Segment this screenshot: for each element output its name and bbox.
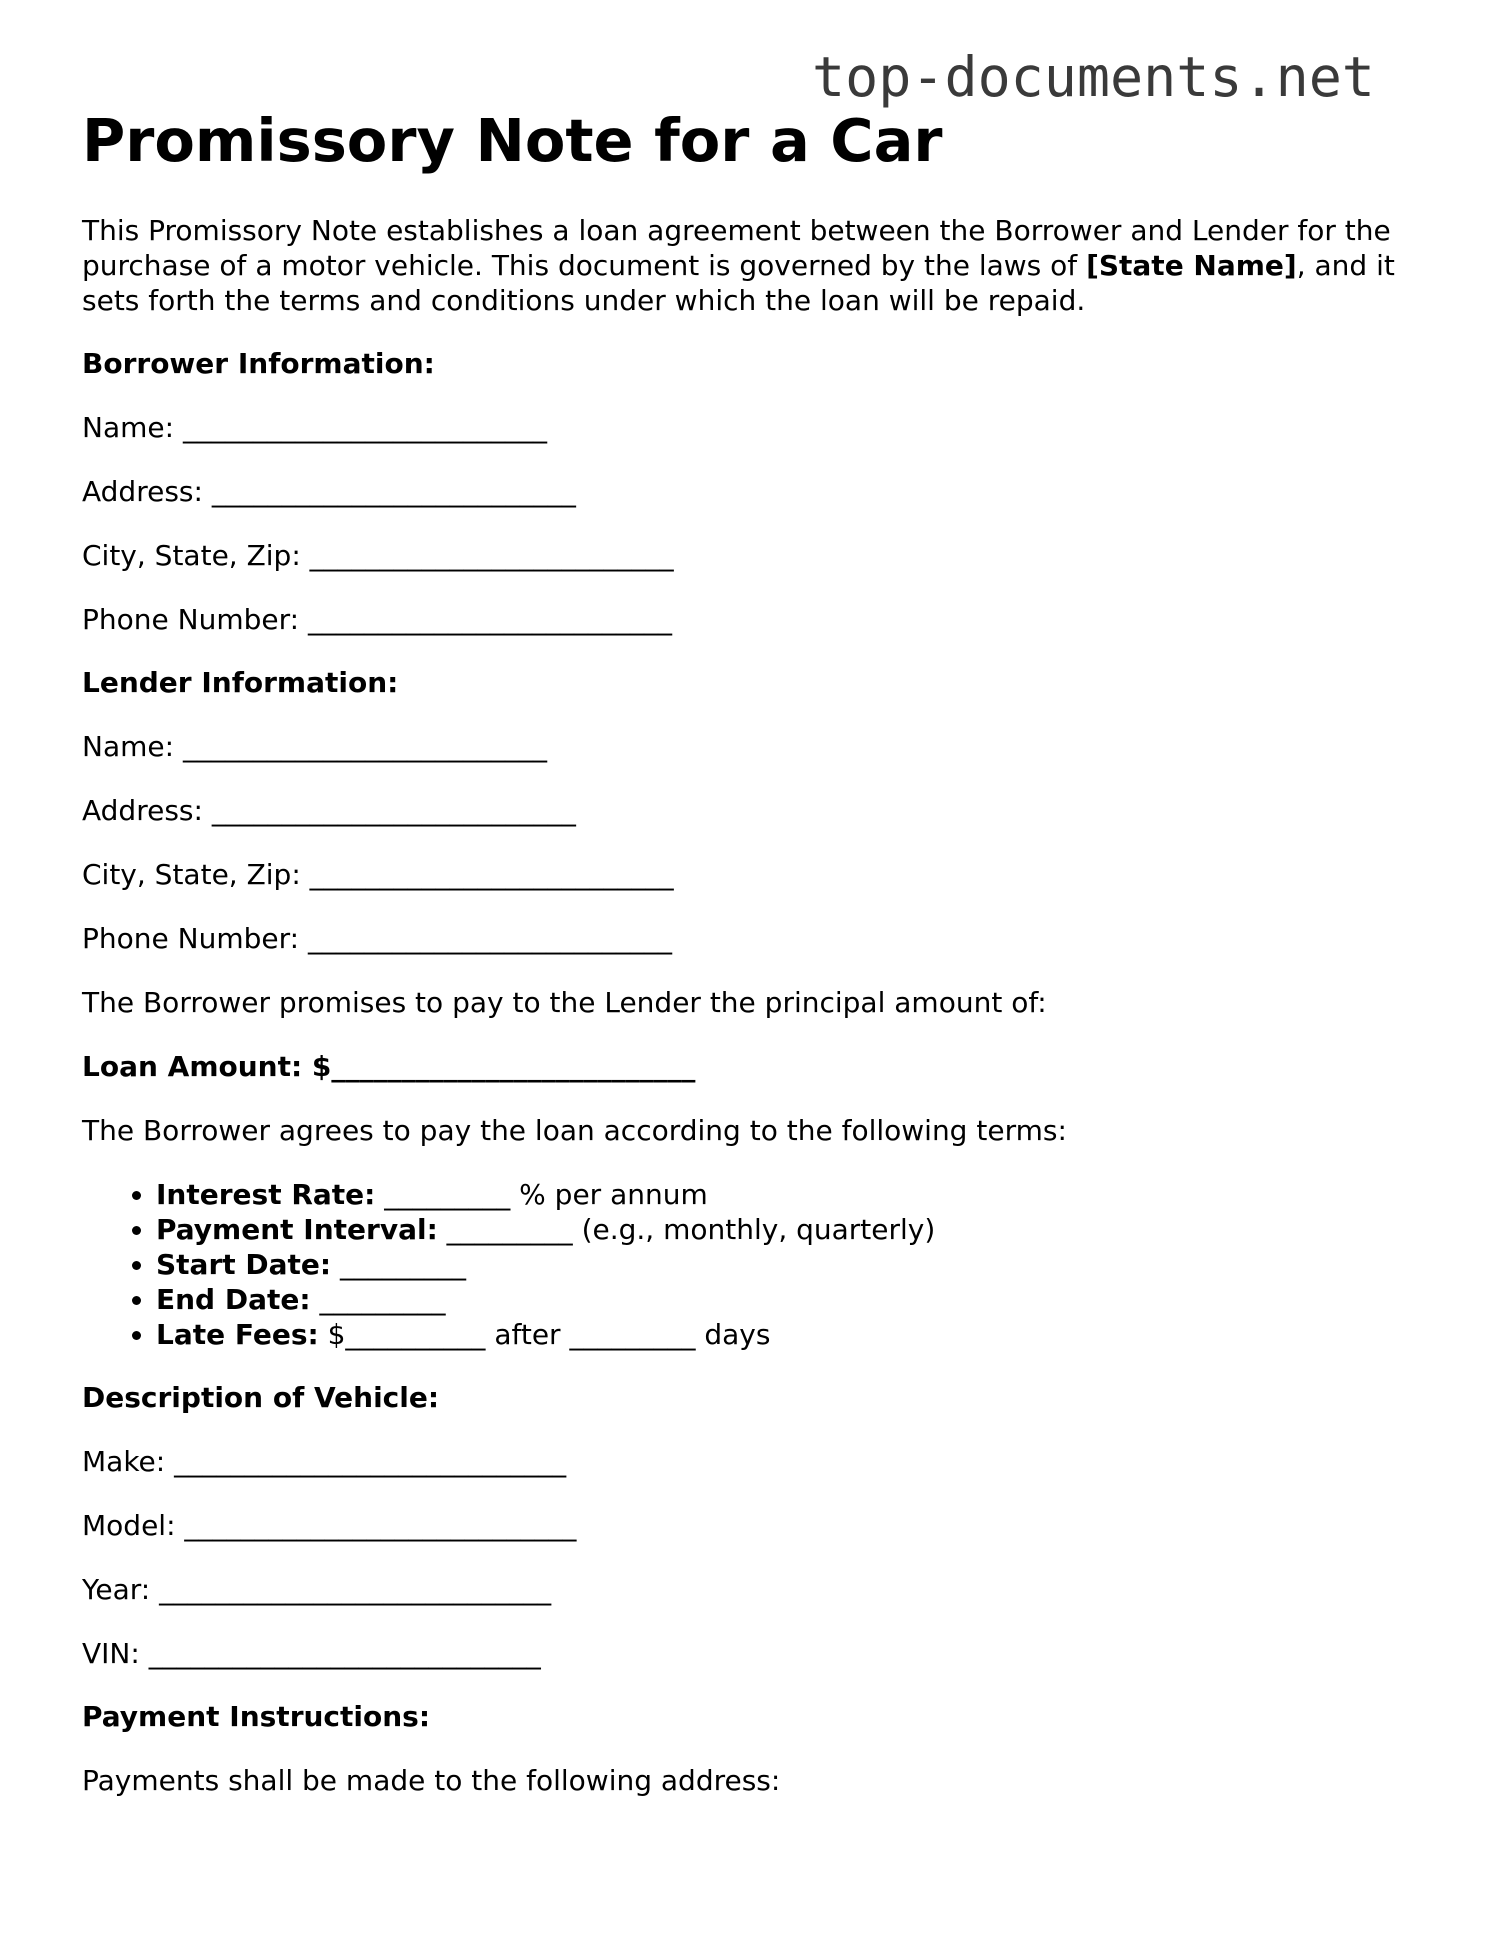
payment-interval-label: Payment Interval:	[156, 1213, 438, 1246]
field-label: Name:	[82, 730, 175, 763]
field-label: Phone Number:	[82, 603, 300, 636]
field-label: Address:	[82, 475, 203, 508]
borrower-name-field	[82, 410, 1422, 445]
document-page	[82, 104, 1422, 1798]
field-blank: __________________________	[309, 539, 674, 572]
field-label: Model:	[82, 1509, 176, 1542]
loan-amount-field	[82, 1049, 1422, 1084]
vehicle-model-field	[82, 1508, 1422, 1543]
list-item	[156, 1282, 1422, 1317]
field-label: City, State, Zip:	[82, 858, 301, 891]
payment-interval-text: _________ (e.g., monthly, quarterly)	[437, 1213, 936, 1246]
field-label: Address:	[82, 794, 203, 827]
field-blank: ____________________________	[159, 1573, 552, 1606]
list-item	[156, 1212, 1422, 1247]
end-date-text: _________	[310, 1283, 446, 1316]
late-fees-text: $__________ after _________ days	[318, 1318, 771, 1351]
site-watermark: top-documents.net	[812, 45, 1375, 109]
terms-list	[82, 1177, 1422, 1352]
lender-heading: Lender Information:	[82, 666, 399, 699]
loan-amount-label: Loan Amount: $	[82, 1050, 332, 1083]
intro-text-part2: , and it sets forth the terms and conditions under which the loan will be repaid.	[82, 249, 1395, 317]
intro-paragraph	[82, 213, 1422, 318]
list-item	[156, 1317, 1422, 1352]
vehicle-heading: Description of Vehicle:	[82, 1381, 440, 1414]
field-label: Make:	[82, 1445, 166, 1478]
principal-statement: The Borrower promises to pay to the Lender the principal amount of:	[82, 986, 1047, 1019]
end-date-label: End Date:	[156, 1283, 311, 1316]
intro-text-part1: This Promissory Note establishes a loan agreement between the Borrower and Lender for the purchase of a motor vehicle. This document is governed by the laws of	[82, 214, 1391, 282]
field-blank: ____________________________	[184, 1509, 577, 1542]
start-date-label: Start Date:	[156, 1248, 332, 1281]
field-blank: __________________________	[307, 603, 672, 636]
interest-rate-text: _________ % per annum	[375, 1178, 708, 1211]
start-date-text: _________	[331, 1248, 467, 1281]
borrower-city-state-zip-field	[82, 538, 1422, 573]
borrower-address-field	[82, 474, 1422, 509]
field-blank: __________________________	[307, 922, 672, 955]
list-item	[156, 1247, 1422, 1282]
lender-city-state-zip-field	[82, 857, 1422, 892]
lender-name-field	[82, 729, 1422, 764]
field-label: City, State, Zip:	[82, 539, 301, 572]
list-item	[156, 1177, 1422, 1212]
field-blank: __________________________	[182, 411, 547, 444]
field-label: Year:	[82, 1573, 151, 1606]
field-blank: ____________________________	[174, 1445, 567, 1478]
vehicle-vin-field	[82, 1636, 1422, 1671]
field-blank: __________________________	[182, 730, 547, 763]
vehicle-make-field	[82, 1444, 1422, 1479]
field-label: Name:	[82, 411, 175, 444]
interest-rate-label: Interest Rate:	[156, 1178, 376, 1211]
borrower-heading: Borrower Information:	[82, 347, 435, 380]
vehicle-year-field	[82, 1572, 1422, 1607]
field-label: VIN:	[82, 1637, 140, 1670]
field-blank: __________________________	[211, 794, 576, 827]
loan-amount-blank: __________________________	[331, 1050, 696, 1083]
payment-statement: Payments shall be made to the following address:	[82, 1764, 781, 1797]
field-blank: __________________________	[309, 858, 674, 891]
field-blank: __________________________	[211, 475, 576, 508]
lender-address-field	[82, 793, 1422, 828]
state-name-placeholder: [State Name]	[1086, 249, 1297, 282]
field-label: Phone Number:	[82, 922, 300, 955]
borrower-phone-field	[82, 602, 1422, 637]
late-fees-label: Late Fees:	[156, 1318, 319, 1351]
payment-heading: Payment Instructions:	[82, 1700, 431, 1733]
lender-phone-field	[82, 921, 1422, 956]
document-title: Promissory Note for a Car	[82, 106, 943, 175]
field-blank: ____________________________	[148, 1637, 541, 1670]
terms-statement: The Borrower agrees to pay the loan according to the following terms:	[82, 1114, 1067, 1147]
